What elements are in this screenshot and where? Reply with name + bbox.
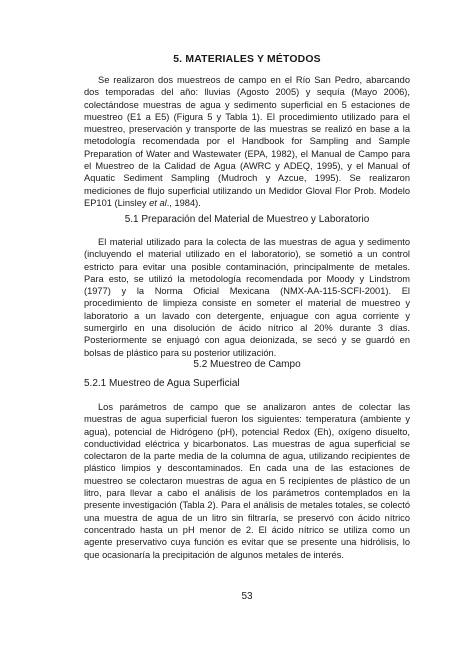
section-title: 5. MATERIALES Y MÉTODOS [173,54,321,65]
subsection-heading-surface-water: 5.2.1 Muestreo de Agua Superficial [84,378,240,389]
paragraph-surface-water-sampling: Los parámetros de campo que se analizaron antes de colectar las muestras de agua superficial fueron los siguientes: temperatura (ambiente y agua), potencial de Hidrógeno (pH), potencial Redox (Eh), oxígeno disuelto, conductividad eléctrica y bicarbonatos. Las muestras de agua superficial se colectaron de la parte media de la columna de agua, utilizando recipientes de plástico limpios y descontaminados. En cada una de las estaciones de muestreo se colectaron muestras de agua en 5 recipientes de plástico de un litro, para llevar a cabo el análisis de los parámetros contemplados en la presente investigación (Tabla 2). Para el análisis de metales totales, se colectó una muestra de agua de un litro sin filtraría, se preservó con ácido nítrico concentrado hasta un pH menor de 2. El ácido nítrico se utiliza como un agente preservativo cuya función es evitar que se presente una hidrólisis, lo que ocasionaría la precipitación de algunos metales de interés. [84,402,410,560]
subsection-heading-field-sampling: 5.2 Muestreo de Campo [193,359,301,370]
paragraph-sampling-overview [84,74,410,209]
paragraph-text: Se realizaron dos muestreos de campo en el Río San Pedro, abarcando dos temporadas del año: lluvias (Agosto 2005) y sequía (Mayo 2006), colectándose muestras de agua y sedimento superficial en 5 estaciones de muestreo (E1 a E5) (Figura 5 y Tabla 1). El procedimiento utilizado para el muestreo, preservación y transporte de las muestras se realizó en base a la metodología recomendada por el Handbook for Sampling and Sample Preparation of Water and Wastewater (EPA, 1982), el Manual de Campo para el Muestreo de la Calidad de Agua (AWRC y ADEQ, 1995), y el Manual of Aquatic Sediment Sampling (Mudroch y Azcue, 1995). Se realizaron mediciones de flujo superficial utilizando un Medidor Gloval Flor Prob. Modelo EP101 (Linsley [84,75,410,208]
paragraph-text-end: ., 1984). [166,197,201,208]
italic-citation: et al [149,197,167,208]
page-number: 53 [241,591,253,602]
subsection-heading-material-preparation: 5.1 Preparación del Material de Muestreo y Laboratorio [124,214,370,225]
paragraph-material-preparation: El material utilizado para la colecta de las muestras de agua y sedimento (incluyendo el material utilizado en el laboratorio), se sometió a un control estricto para evitar una posible contaminación, principalmente de metales. Para esto, se utilizó la metodología recomendada por Moody y Lindstrom (1977) y la Norma Oficial Mexicana (NMX-AA-115-SCFI-2001). El procedimiento de limpieza consiste en someter el material de muestreo y laboratorio a un lavado con detergente, enjuague con agua corriente y sumergirlo en una disolución de ácido nítrico al 20% durante 3 días. Posteriormente se enjuagó con agua deionizada, se secó y se guardó en bolsas de plástico para su posterior utilización. [84,237,410,358]
